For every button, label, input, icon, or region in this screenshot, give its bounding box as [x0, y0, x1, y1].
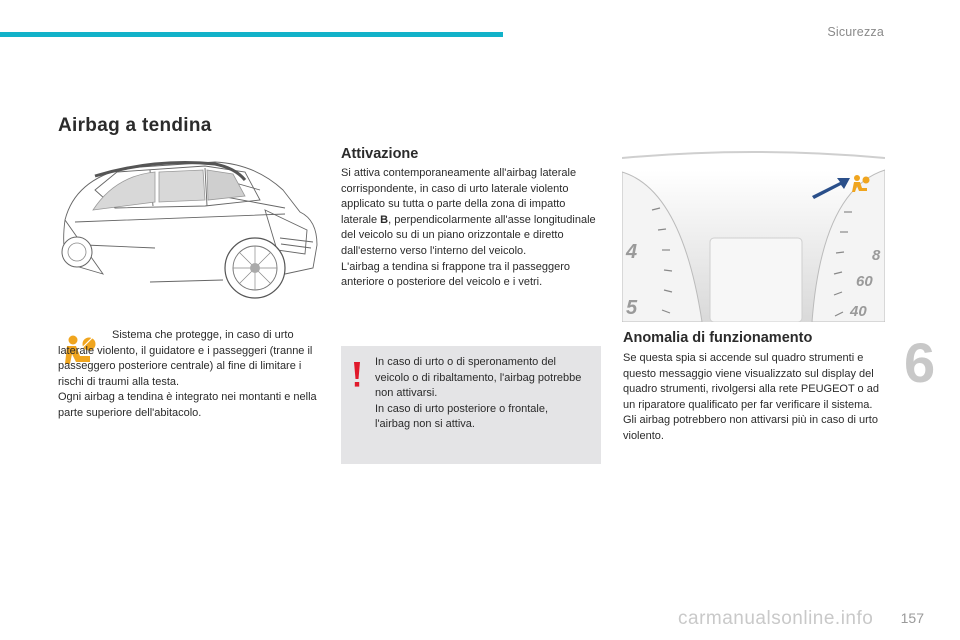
warning-paragraph-1: In caso di urto o di speronamento del veicolo o di ribaltamento, l'airbag potrebbe non attivarsi. [375, 356, 582, 400]
activation-text [341, 166, 603, 291]
activation-heading: Attivazione [341, 146, 419, 162]
front-wheel [225, 238, 285, 298]
zone-b-label: B [380, 213, 389, 226]
gauge-left-4: 4 [626, 241, 638, 263]
gauge-right-60: 60 [856, 273, 873, 290]
warning-text [375, 355, 585, 433]
car-illustration [55, 150, 323, 308]
intro-text [58, 328, 320, 421]
activation-paragraph-2: L'airbag a tendina si frappone tra il passeggero anteriore o posteriore del veicolo e i vetri. [341, 260, 570, 289]
watermark: carmanualsonline.info [678, 608, 874, 629]
anomaly-text [623, 351, 885, 445]
instrument-panel-illustration [622, 150, 885, 322]
anomaly-paragraph: Se questa spia si accende sul quadro strumenti e questo messaggio viene visualizzato sul display del quadro strumenti, rivolgersi alla rete PEUGEOT o ad un riparatore qualificato per far verificare il sistema. Gli airbag potrebbero non attivarsi più in caso di urto violento. [623, 352, 879, 442]
gauge-left-5: 5 [626, 297, 638, 319]
activation-paragraph-1: Si attiva contemporaneamente all'airbag laterale corrispondente, in caso di urto laterale violento applicato su tutta o parte della zona di impatto laterale B, perpendicolarmente all'asse longitudinale del veicolo su di un piano orizzontale e diretto dall'esterno verso l'interno del veicolo. [341, 167, 596, 257]
top-accent-bar [0, 32, 503, 37]
anomaly-heading: Anomalia di funzionamento [623, 330, 813, 346]
page-number: 157 [900, 610, 924, 626]
exclamation-warning-icon [352, 362, 362, 388]
warning-paragraph-2: In caso di urto posteriore o frontale, l'airbag non si attiva. [375, 402, 549, 431]
intro-paragraph-2: Ogni airbag a tendina è integrato nei montanti e nella parte superiore dell'abitacolo. [58, 391, 317, 419]
intro-paragraph-1: Sistema che protegge, in caso di urto laterale violento, il guidatore e i passeggeri (tranne il passeggero posteriore centrale) al fine di limitare i rischi di traumi alla testa. [58, 329, 313, 388]
chapter-number: 6 [904, 331, 936, 394]
gauge-right-8: 8 [872, 247, 881, 264]
section-label: Sicurezza [827, 25, 884, 39]
gauge-right-40: 40 [850, 303, 867, 320]
rear-wheel [62, 237, 92, 267]
page-title: Airbag a tendina [58, 115, 212, 136]
